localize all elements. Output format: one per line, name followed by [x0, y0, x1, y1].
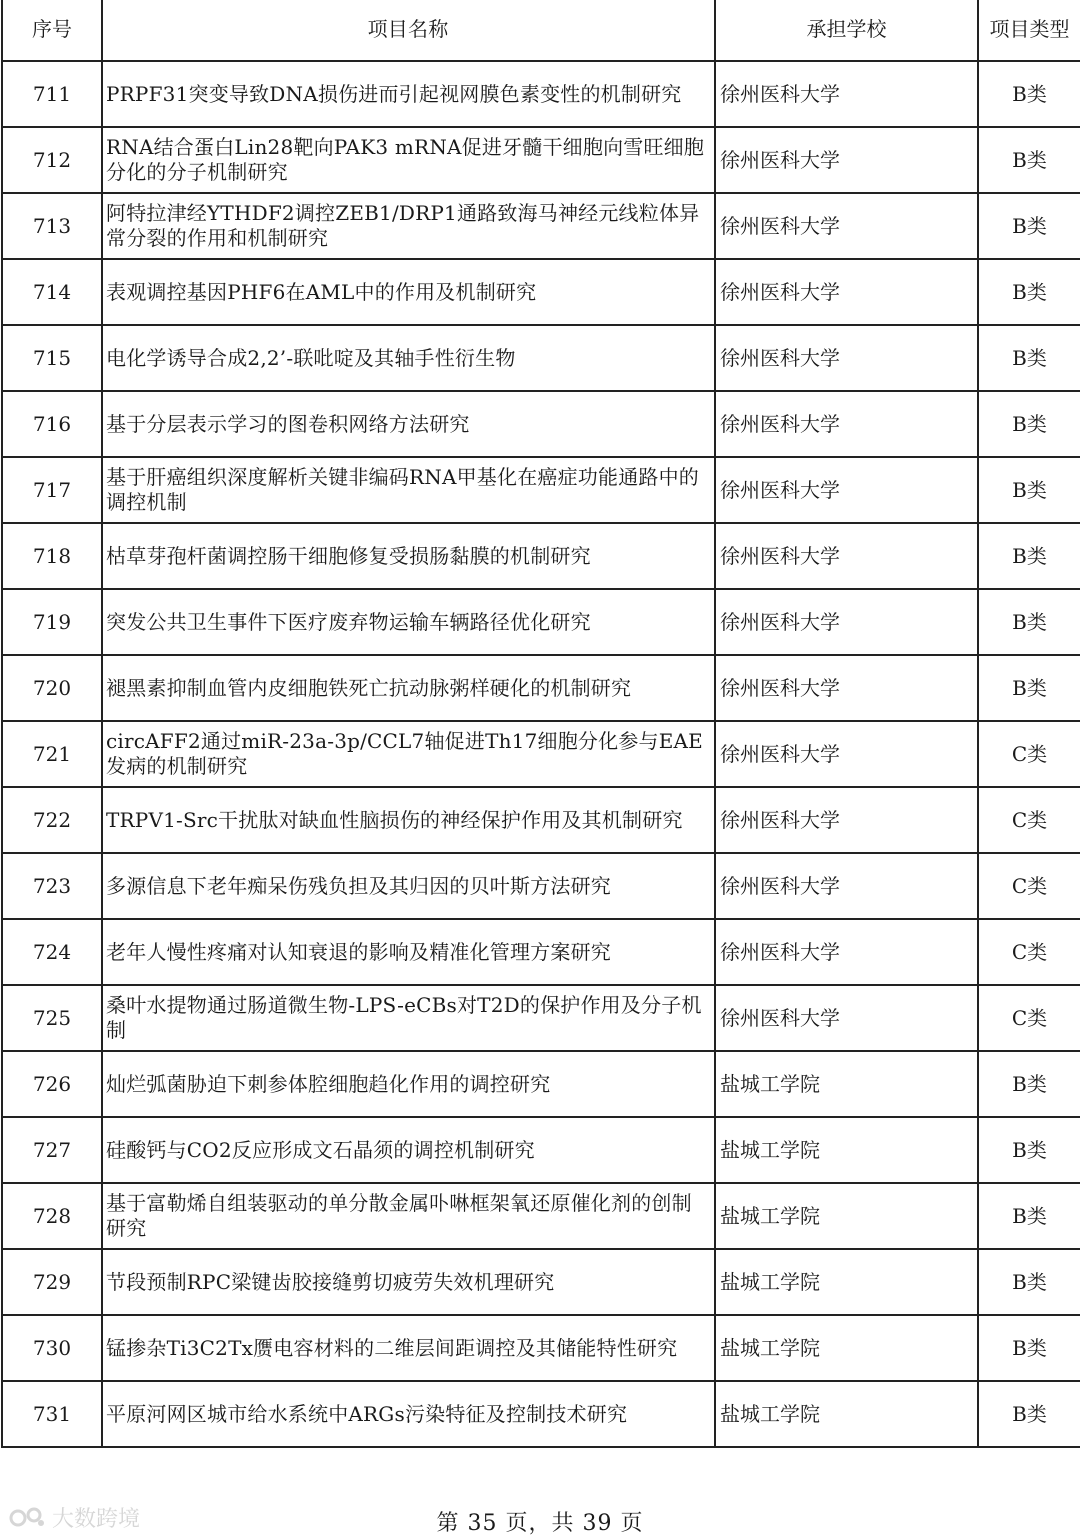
cell-type: B类	[978, 259, 1080, 325]
cell-type: B类	[978, 457, 1080, 523]
header-no: 序号	[2, 0, 102, 61]
cell-name: 阿特拉津经YTHDF2调控ZEB1/DRP1通路致海马神经元线粒体异常分裂的作用和机制研究	[102, 193, 715, 259]
table-row	[2, 193, 1080, 259]
cell-no: 725	[2, 985, 102, 1051]
cell-no: 723	[2, 853, 102, 919]
table-row	[2, 457, 1080, 523]
cell-school: 徐州医科大学	[715, 259, 978, 325]
cell-name: 表观调控基因PHF6在AML中的作用及机制研究	[102, 259, 715, 325]
cell-name: TRPV1-Src干扰肽对缺血性脑损伤的神经保护作用及其机制研究	[102, 787, 715, 853]
table-row	[2, 259, 1080, 325]
table-row	[2, 655, 1080, 721]
table-row	[2, 1117, 1080, 1183]
cell-name: 锰掺杂Ti3C2Tx赝电容材料的二维层间距调控及其储能特性研究	[102, 1315, 715, 1381]
cell-type: B类	[978, 1381, 1080, 1447]
table-row	[2, 1381, 1080, 1447]
header-name: 项目名称	[102, 0, 715, 61]
table-row	[2, 1315, 1080, 1381]
cell-school: 徐州医科大学	[715, 721, 978, 787]
cell-type: C类	[978, 721, 1080, 787]
cell-name: RNA结合蛋白Lin28靶向PAK3 mRNA促进牙髓干细胞向雪旺细胞分化的分子机制研究	[102, 127, 715, 193]
cell-school: 盐城工学院	[715, 1051, 978, 1117]
cell-name: 多源信息下老年痴呆伤残负担及其归因的贝叶斯方法研究	[102, 853, 715, 919]
cell-type: B类	[978, 1051, 1080, 1117]
cell-school: 盐城工学院	[715, 1381, 978, 1447]
table-row	[2, 325, 1080, 391]
cell-school: 徐州医科大学	[715, 391, 978, 457]
cell-no: 711	[2, 61, 102, 127]
cell-type: B类	[978, 325, 1080, 391]
table-row	[2, 1051, 1080, 1117]
table-row	[2, 589, 1080, 655]
cell-name: 电化学诱导合成2,2’-联吡啶及其轴手性衍生物	[102, 325, 715, 391]
cell-no: 716	[2, 391, 102, 457]
cell-school: 徐州医科大学	[715, 919, 978, 985]
table-row	[2, 523, 1080, 589]
cell-name: 节段预制RPC梁键齿胶接缝剪切疲劳失效机理研究	[102, 1249, 715, 1315]
table-row	[2, 985, 1080, 1051]
cell-name: 桑叶水提物通过肠道微生物-LPS-eCBs对T2D的保护作用及分子机制	[102, 985, 715, 1051]
cell-type: B类	[978, 61, 1080, 127]
cell-type: B类	[978, 1249, 1080, 1315]
cell-name: 灿烂弧菌胁迫下刺参体腔细胞趋化作用的调控研究	[102, 1051, 715, 1117]
page-footer: 第 35 页，共 39 页	[436, 1511, 644, 1536]
cell-school: 盐城工学院	[715, 1315, 978, 1381]
table-row	[2, 919, 1080, 985]
cell-name: 突发公共卫生事件下医疗废弃物运输车辆路径优化研究	[102, 589, 715, 655]
cell-name: 基于肝癌组织深度解析关键非编码RNA甲基化在癌症功能通路中的调控机制	[102, 457, 715, 523]
cell-type: B类	[978, 127, 1080, 193]
cell-school: 徐州医科大学	[715, 853, 978, 919]
table-row	[2, 1249, 1080, 1315]
cell-no: 724	[2, 919, 102, 985]
cell-school: 徐州医科大学	[715, 985, 978, 1051]
cell-school: 徐州医科大学	[715, 325, 978, 391]
cell-type: B类	[978, 589, 1080, 655]
cell-school: 盐城工学院	[715, 1117, 978, 1183]
cell-no: 714	[2, 259, 102, 325]
cell-no: 729	[2, 1249, 102, 1315]
cell-no: 721	[2, 721, 102, 787]
cell-name: 平原河网区城市给水系统中ARGs污染特征及控制技术研究	[102, 1381, 715, 1447]
cell-type: C类	[978, 787, 1080, 853]
table-row	[2, 787, 1080, 853]
cell-no: 730	[2, 1315, 102, 1381]
cell-type: B类	[978, 655, 1080, 721]
table-row	[2, 721, 1080, 787]
cell-type: C类	[978, 985, 1080, 1051]
cell-school: 盐城工学院	[715, 1183, 978, 1249]
cell-no: 720	[2, 655, 102, 721]
cell-school: 徐州医科大学	[715, 523, 978, 589]
watermark-text: 大数跨境	[52, 1507, 141, 1532]
cell-no: 727	[2, 1117, 102, 1183]
cell-school: 徐州医科大学	[715, 127, 978, 193]
cell-no: 718	[2, 523, 102, 589]
cell-no: 713	[2, 193, 102, 259]
cell-no: 731	[2, 1381, 102, 1447]
cell-type: B类	[978, 193, 1080, 259]
cell-name: 枯草芽孢杆菌调控肠干细胞修复受损肠黏膜的机制研究	[102, 523, 715, 589]
cell-name: circAFF2通过miR-23a-3p/CCL7轴促进Th17细胞分化参与EAE发病的机制研究	[102, 721, 715, 787]
header-school: 承担学校	[715, 0, 978, 61]
cell-school: 盐城工学院	[715, 1249, 978, 1315]
cell-no: 715	[2, 325, 102, 391]
cell-name: 基于分层表示学习的图卷积网络方法研究	[102, 391, 715, 457]
cell-school: 徐州医科大学	[715, 589, 978, 655]
table-row	[2, 1183, 1080, 1249]
project-table	[1, 0, 1080, 1448]
cell-school: 徐州医科大学	[715, 61, 978, 127]
table-row	[2, 391, 1080, 457]
table-row	[2, 853, 1080, 919]
header-type: 项目类型	[978, 0, 1080, 61]
cell-school: 徐州医科大学	[715, 457, 978, 523]
cell-type: B类	[978, 1117, 1080, 1183]
cell-type: C类	[978, 853, 1080, 919]
cell-name: 硅酸钙与CO2反应形成文石晶须的调控机制研究	[102, 1117, 715, 1183]
table-row	[2, 61, 1080, 127]
cell-no: 728	[2, 1183, 102, 1249]
cell-name: 基于富勒烯自组装驱动的单分散金属卟啉框架氧还原催化剂的创制研究	[102, 1183, 715, 1249]
table-header-row	[2, 0, 1080, 61]
cell-no: 722	[2, 787, 102, 853]
cell-type: C类	[978, 919, 1080, 985]
cell-school: 徐州医科大学	[715, 787, 978, 853]
cell-type: B类	[978, 1315, 1080, 1381]
cell-no: 719	[2, 589, 102, 655]
cell-school: 徐州医科大学	[715, 655, 978, 721]
cell-type: B类	[978, 523, 1080, 589]
cell-type: B类	[978, 1183, 1080, 1249]
cell-no: 717	[2, 457, 102, 523]
cell-type: B类	[978, 391, 1080, 457]
table-row	[2, 127, 1080, 193]
cell-school: 徐州医科大学	[715, 193, 978, 259]
cell-name: PRPF31突变导致DNA损伤进而引起视网膜色素变性的机制研究	[102, 61, 715, 127]
cell-name: 褪黑素抑制血管内皮细胞铁死亡抗动脉粥样硬化的机制研究	[102, 655, 715, 721]
cell-no: 726	[2, 1051, 102, 1117]
cell-no: 712	[2, 127, 102, 193]
cell-name: 老年人慢性疼痛对认知衰退的影响及精准化管理方案研究	[102, 919, 715, 985]
